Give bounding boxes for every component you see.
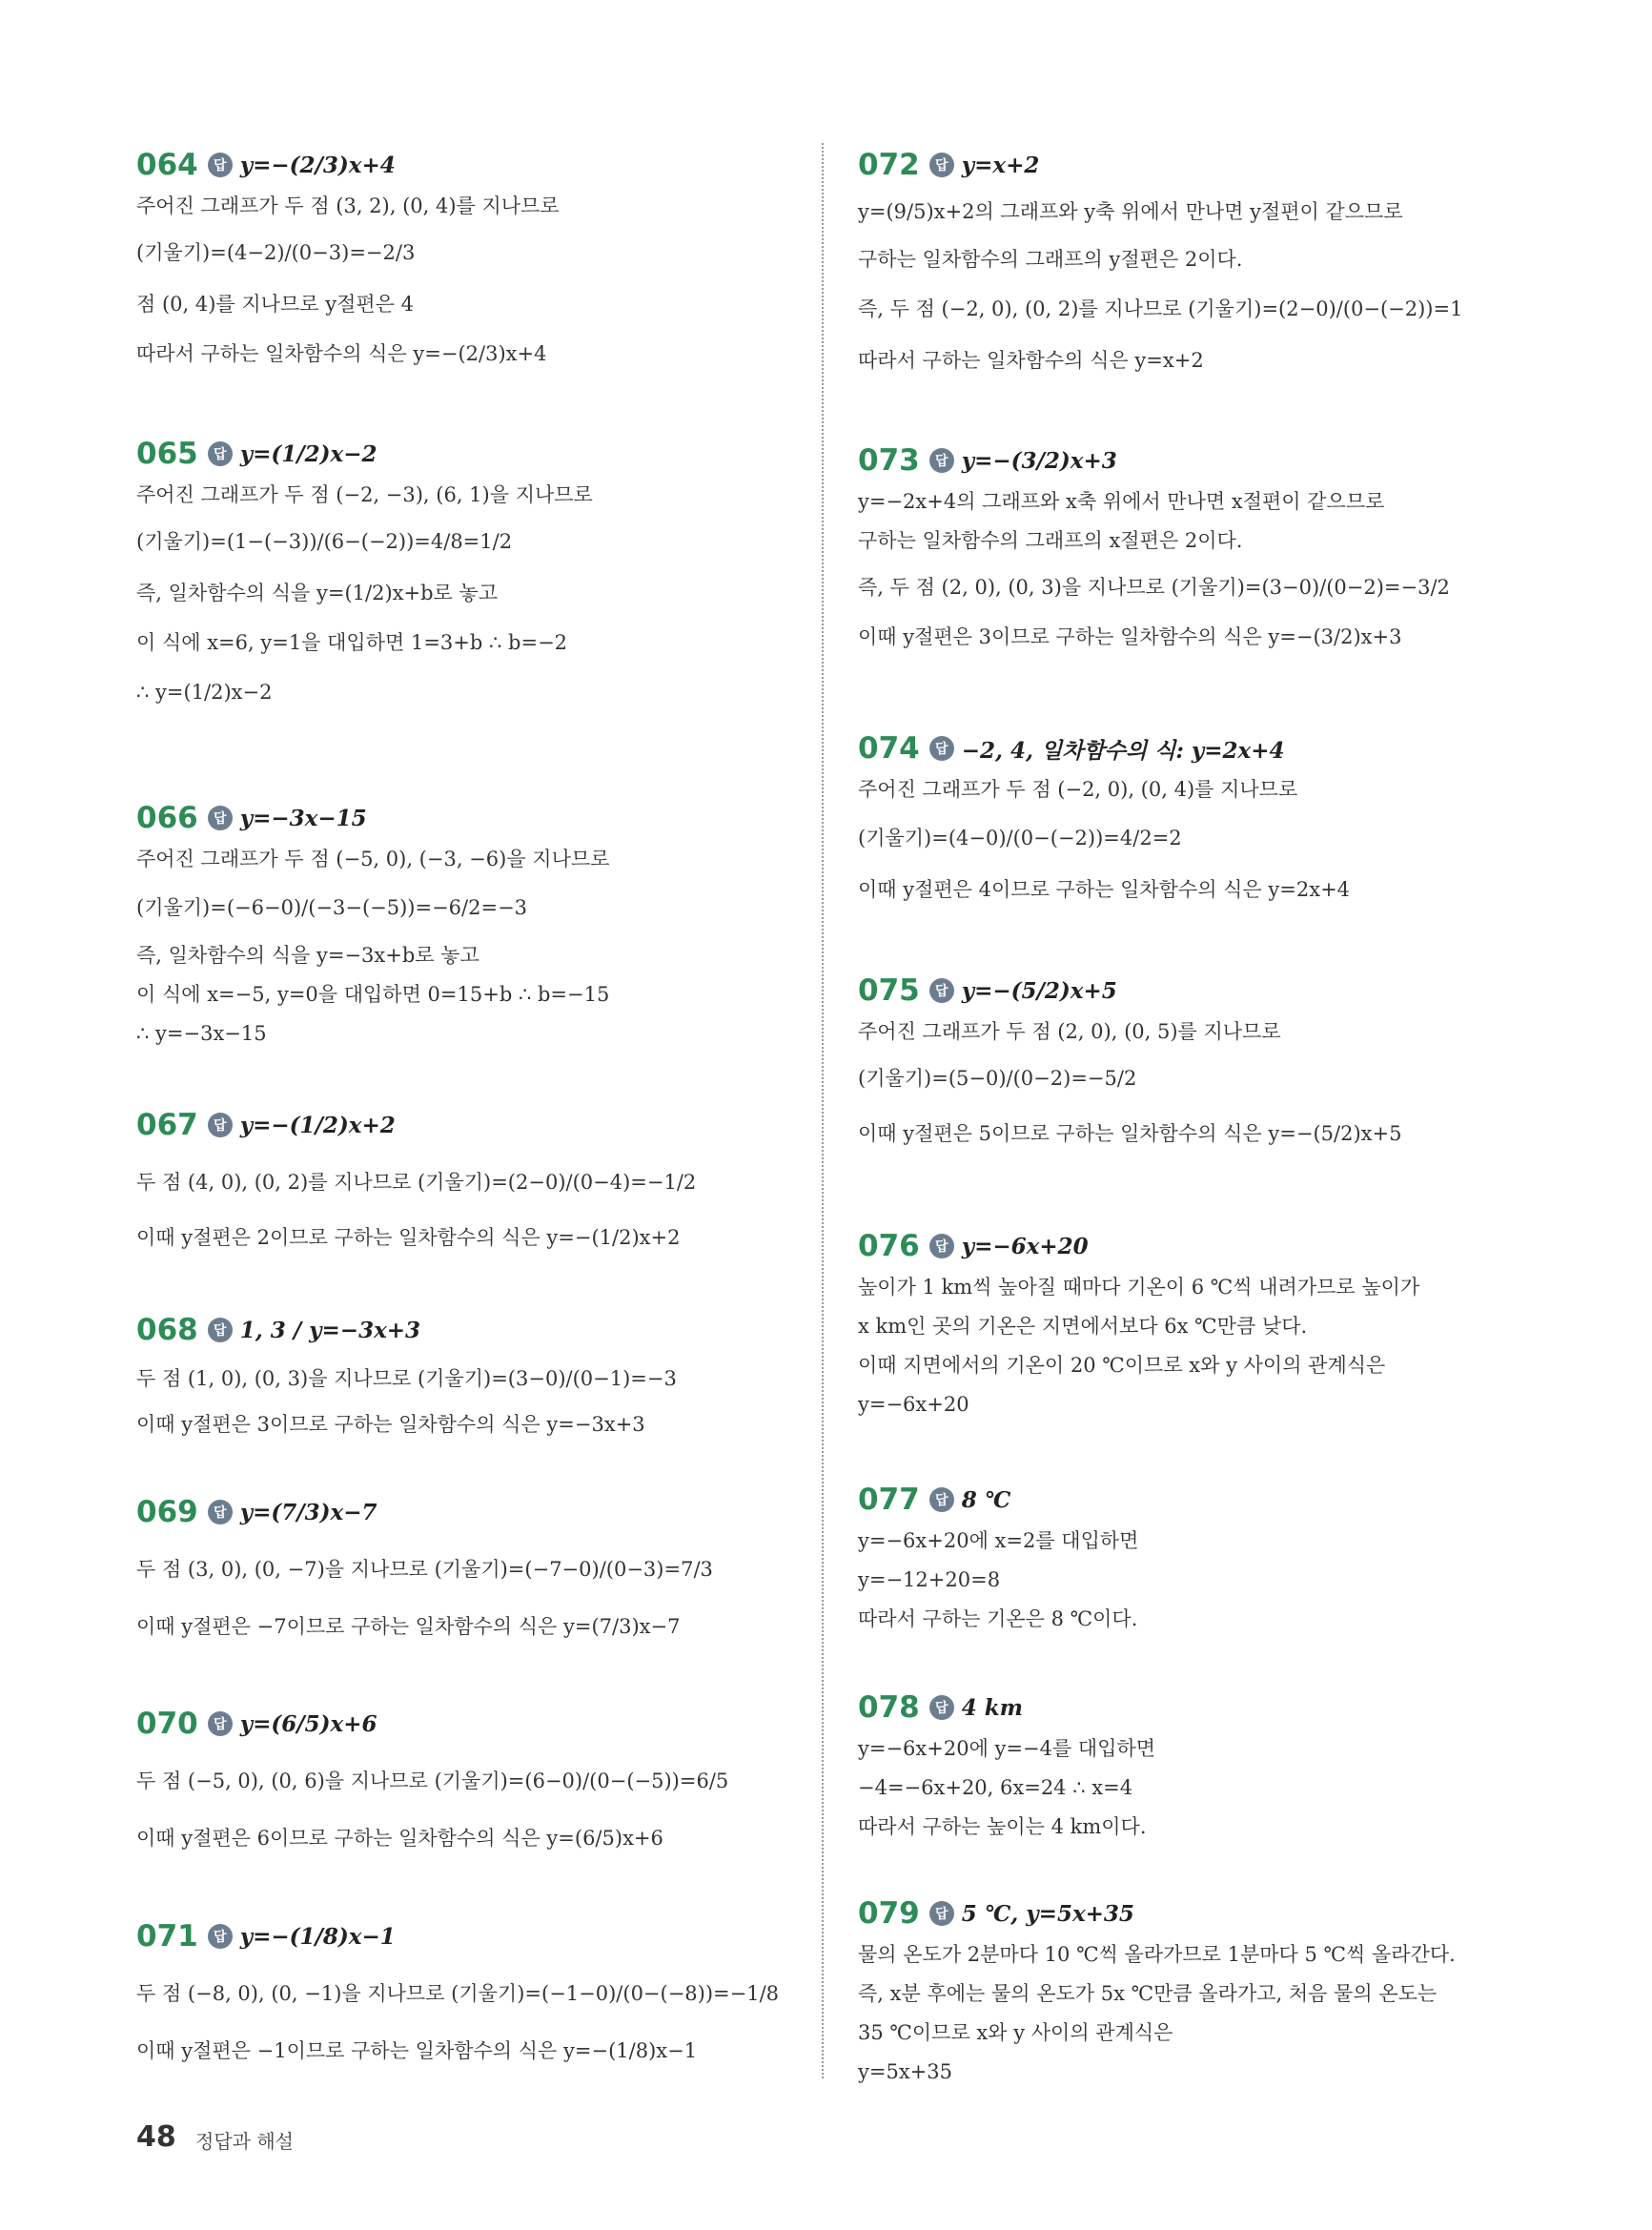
solution-line: y=5x+35 (858, 2060, 952, 2083)
problem-064 (136, 143, 794, 378)
solution-line: 주어진 그래프가 두 점 (3, 2), (0, 4)를 지나므로 (136, 194, 560, 217)
answer: y=(1/2)x−2 (239, 440, 377, 467)
solution-line: 따라서 구하는 기온은 8 ℃이다. (858, 1607, 1138, 1630)
solution-line: 즉, 두 점 (−2, 0), (0, 2)를 지나므로 (기울기)=(2−0)/(0−(−2))=1 (858, 297, 1463, 320)
answer-badge: 답 (208, 1500, 233, 1524)
answer-badge: 답 (208, 1318, 233, 1342)
solution-line: 두 점 (3, 0), (0, −7)을 지나므로 (기울기)=(−7−0)/(0−3)=7/3 (136, 1558, 713, 1581)
solution-line: 따라서 구하는 높이는 4 km이다. (858, 1815, 1147, 1838)
answer: 8 ℃ (961, 1486, 1011, 1513)
answer: y=−(1/8)x−1 (239, 1923, 396, 1950)
answer-badge: 답 (929, 153, 954, 177)
solution-line: x km인 곳의 기온은 지면에서보다 6x ℃만큼 낮다. (858, 1315, 1308, 1338)
problem-number: 067 (136, 1108, 198, 1142)
solution-line: y=−2x+4의 그래프와 x축 위에서 만나면 x절편이 같으므로 (858, 490, 1385, 513)
problem-number: 068 (136, 1313, 198, 1347)
solution-line: 두 점 (4, 0), (0, 2)를 지나므로 (기울기)=(2−0)/(0−4)=−1/2 (136, 1171, 697, 1194)
solution-line: (기울기)=(5−0)/(0−2)=−5/2 (858, 1067, 1137, 1090)
solution-line: ∴ y=−3x−15 (136, 1022, 267, 1045)
solution-line: 점 (0, 4)를 지나므로 y절편은 4 (136, 293, 414, 316)
problem-072 (858, 143, 1516, 385)
solution-line: 이때 y절편은 −1이므로 구하는 일차함수의 식은 y=−(1/8)x−1 (136, 2039, 698, 2062)
problem-number: 076 (858, 1229, 920, 1263)
answer-badge: 답 (929, 978, 954, 1003)
page-footer-title: 정답과 해설 (195, 2130, 294, 2153)
problem-number: 064 (136, 148, 198, 182)
answer: y=−6x+20 (961, 1233, 1089, 1259)
problem-number: 069 (136, 1495, 198, 1529)
solution-line: 따라서 구하는 일차함수의 식은 y=−(2/3)x+4 (136, 342, 547, 365)
page-number: 48 (136, 2120, 176, 2154)
answer: y=x+2 (961, 152, 1040, 178)
answer-badge: 답 (208, 806, 233, 830)
problem-number: 079 (858, 1896, 920, 1931)
solution-line: 즉, 두 점 (2, 0), (0, 3)을 지나므로 (기울기)=(3−0)/(0−2)=−3/2 (858, 576, 1450, 599)
solution-line: y=−6x+20에 y=−4를 대입하면 (858, 1737, 1156, 1760)
answer: 4 km (961, 1694, 1024, 1721)
solution-line: 따라서 구하는 일차함수의 식은 y=x+2 (858, 349, 1204, 372)
problem-065 (136, 432, 794, 717)
solution-line: 이때 y절편은 3이므로 구하는 일차함수의 식은 y=−(3/2)x+3 (858, 625, 1402, 648)
solution-line: 이때 y절편은 2이므로 구하는 일차함수의 식은 y=−(1/2)x+2 (136, 1226, 681, 1249)
solution-line: 이때 y절편은 4이므로 구하는 일차함수의 식은 y=2x+4 (858, 878, 1351, 901)
problem-066 (136, 796, 794, 1054)
answer: 1, 3 / y=−3x+3 (239, 1317, 421, 1343)
solution-line: 주어진 그래프가 두 점 (2, 0), (0, 5)를 지나므로 (858, 1020, 1281, 1043)
answer: y=(7/3)x−7 (239, 1499, 377, 1525)
answer-badge: 답 (929, 1234, 954, 1258)
answer-badge: 답 (929, 1901, 954, 1926)
solution-line: 구하는 일차함수의 그래프의 y절편은 2이다. (858, 248, 1243, 271)
answer-badge: 답 (929, 1695, 954, 1720)
solution-line: (기울기)=(1−(−3))/(6−(−2))=4/8=1/2 (136, 530, 513, 553)
solution-line: 이때 y절편은 6이므로 구하는 일차함수의 식은 y=(6/5)x+6 (136, 1827, 663, 1850)
solution-line: 높이가 1 km씩 높아질 때마다 기온이 6 ℃씩 내려가므로 높이가 (858, 1276, 1420, 1299)
answer: y=−(5/2)x+5 (961, 977, 1117, 1004)
solution-line: 주어진 그래프가 두 점 (−5, 0), (−3, −6)을 지나므로 (136, 848, 610, 870)
solution-line: (기울기)=(−6−0)/(−3−(−5))=−6/2=−3 (136, 896, 528, 919)
solution-line: y=−6x+20 (858, 1393, 969, 1416)
solution-line: 물의 온도가 2분마다 10 ℃씩 올라가므로 1분마다 5 ℃씩 올라간다. (858, 1943, 1456, 1966)
solution-line: 주어진 그래프가 두 점 (−2, −3), (6, 1)을 지나므로 (136, 483, 593, 506)
answer: y=(6/5)x+6 (239, 1710, 377, 1737)
solution-line: 주어진 그래프가 두 점 (−2, 0), (0, 4)를 지나므로 (858, 778, 1298, 801)
answer: y=−3x−15 (239, 805, 367, 831)
answer: y=−(3/2)x+3 (961, 447, 1117, 474)
solution-line: −4=−6x+20, 6x=24 ∴ x=4 (858, 1776, 1133, 1799)
answer-badge: 답 (208, 1711, 233, 1736)
problem-073 (858, 439, 1516, 660)
problem-number: 065 (136, 437, 198, 471)
answer: y=−(2/3)x+4 (239, 152, 396, 178)
solution-line: y=(9/5)x+2의 그래프와 y축 위에서 만나면 y절편이 같으므로 (858, 200, 1403, 223)
solution-line: 두 점 (1, 0), (0, 3)을 지나므로 (기울기)=(3−0)/(0−1)=−3 (136, 1367, 677, 1390)
problem-number: 078 (858, 1690, 920, 1725)
problem-number: 073 (858, 443, 920, 478)
problem-number: 075 (858, 973, 920, 1008)
solution-line: ∴ y=(1/2)x−2 (136, 681, 273, 704)
solution-line: 두 점 (−8, 0), (0, −1)을 지나므로 (기울기)=(−1−0)/(0−(−8))=−1/8 (136, 1982, 780, 2005)
problem-076 (858, 1224, 1516, 1424)
problem-075 (858, 969, 1516, 1162)
answer-badge: 답 (208, 1113, 233, 1137)
problem-068 (136, 1308, 794, 1444)
solution-line: 이때 y절편은 −7이므로 구하는 일차함수의 식은 y=(7/3)x−7 (136, 1615, 681, 1638)
problem-070 (136, 1697, 794, 1865)
solution-line: 이때 지면에서의 기온이 20 ℃이므로 x와 y 사이의 관계식은 (858, 1354, 1386, 1377)
column-divider (822, 143, 824, 2078)
problem-number: 074 (858, 731, 920, 766)
solution-line: (기울기)=(4−2)/(0−3)=−2/3 (136, 241, 416, 264)
problem-077 (858, 1478, 1516, 1639)
problem-number: 066 (136, 801, 198, 835)
answer-badge: 답 (929, 736, 954, 761)
solution-line: 즉, 일차함수의 식을 y=−3x+b로 놓고 (136, 944, 479, 967)
answer-badge: 답 (929, 448, 954, 473)
problem-069 (136, 1485, 794, 1653)
problem-071 (136, 1910, 794, 2077)
solution-line: 즉, x분 후에는 물의 온도가 5x ℃만큼 올라가고, 처음 물의 온도는 (858, 1982, 1438, 2005)
solution-line: 구하는 일차함수의 그래프의 x절편은 2이다. (858, 529, 1243, 552)
solution-line: 35 ℃이므로 x와 y 사이의 관계식은 (858, 2021, 1173, 2044)
answer: y=−(1/2)x+2 (239, 1112, 396, 1138)
answer-badge: 답 (929, 1487, 954, 1512)
solution-line: 두 점 (−5, 0), (0, 6)을 지나므로 (기울기)=(6−0)/(0−(−5))=6/5 (136, 1770, 729, 1792)
solution-line: y=−12+20=8 (858, 1568, 1001, 1591)
answer: −2, 4, 일차함수의 식: y=2x+4 (961, 737, 1285, 764)
solution-line: 이때 y절편은 5이므로 구하는 일차함수의 식은 y=−(5/2)x+5 (858, 1122, 1402, 1145)
solution-line: 이 식에 x=−5, y=0을 대입하면 0=15+b ∴ b=−15 (136, 983, 610, 1006)
problem-079 (858, 1892, 1516, 2092)
problem-074 (858, 726, 1516, 912)
problem-number: 071 (136, 1919, 198, 1954)
problem-number: 077 (858, 1483, 920, 1517)
answer-badge: 답 (208, 441, 233, 466)
problem-number: 072 (858, 148, 920, 182)
solution-line: 이때 y절편은 3이므로 구하는 일차함수의 식은 y=−3x+3 (136, 1413, 645, 1436)
answer: 5 ℃, y=5x+35 (961, 1900, 1134, 1927)
solution-line: 이 식에 x=6, y=1을 대입하면 1=3+b ∴ b=−2 (136, 631, 568, 654)
solution-line: (기울기)=(4−0)/(0−(−2))=4/2=2 (858, 827, 1182, 849)
problem-067 (136, 1096, 794, 1264)
problem-078 (858, 1686, 1516, 1847)
solution-line: y=−6x+20에 x=2를 대입하면 (858, 1529, 1139, 1552)
problem-number: 070 (136, 1707, 198, 1741)
answer-badge: 답 (208, 153, 233, 177)
answer-badge: 답 (208, 1924, 233, 1949)
solution-line: 즉, 일차함수의 식을 y=(1/2)x+b로 놓고 (136, 582, 499, 604)
